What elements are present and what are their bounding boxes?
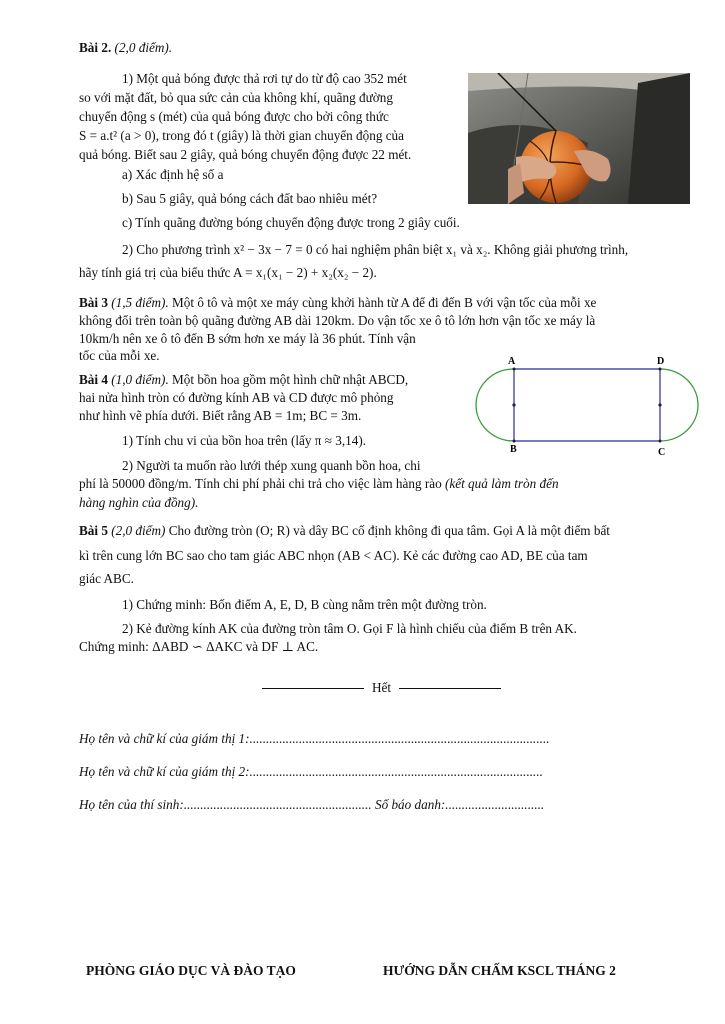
bai3-points: (1,5 điểm). — [111, 295, 169, 310]
center-cd — [658, 403, 661, 406]
bai5-text-1: Cho đường tròn (O; R) và dây BC cố định không đi qua tâm. Gọi A là một điểm bất — [168, 523, 610, 538]
footer-left: PHÒNG GIÁO DỤC VÀ ĐÀO TẠO — [86, 963, 296, 978]
bai5-points: (2,0 điểm) — [111, 523, 166, 538]
end-line-left — [262, 688, 364, 689]
bai2-question-c: c) Tính quãng đường bóng chuyển động được trong 2 giây cuối. — [122, 215, 460, 230]
bai3-line3: 10km/h nên xe ô tô đến B sớm hơn xe máy là 36 phút. Tính vận — [79, 331, 416, 346]
bai2-p1-line5: quả bóng. Biết sau 2 giây, quả bóng chuyển động được 22 mét. — [79, 147, 412, 162]
bai4-q2-note: (kết quả làm tròn đến — [445, 476, 559, 491]
bai2-question-b: b) Sau 5 giây, quả bóng cách đất bao nhiêu mét? — [122, 191, 378, 206]
label-b: B — [510, 444, 517, 455]
bai4-q2-text: phí là 50000 đồng/m. Tính chi phí phải chi trả cho việc làm hàng rào — [79, 476, 442, 491]
bai4-text-1: Một bồn hoa gồm một hình chữ nhật ABCD, — [172, 372, 409, 387]
bai4-points: (1,0 điểm). — [111, 372, 169, 387]
label-d: D — [657, 356, 665, 367]
bai2-p2-line2: hãy tính giá trị của biểu thức A = x₁(x₁ − 2) + x₂(x₂ − 2). — [79, 265, 377, 280]
basketball-photo-svg — [468, 73, 690, 204]
bai2-p1-line2: so với mặt đất, bỏ qua sức cản của không khí, quãng đường — [79, 90, 393, 105]
bai2-heading — [79, 38, 172, 57]
bai2-p1-line4: S = a.t² (a > 0), trong đó t (giây) là thời gian chuyển động của — [79, 128, 405, 143]
bai4-title: Bài 4 — [79, 372, 108, 387]
end-text: Hết — [372, 680, 392, 695]
bai2-p2-line1: 2) Cho phương trình x² − 3x − 7 = 0 có hai nghiệm phân biệt x₁ và x₂. Không giải phương trình, — [122, 242, 629, 257]
bai3-text-1: Một ô tô và một xe máy cùng khởi hành từ A để đi đến B với vận tốc của mỗi xe — [172, 295, 597, 310]
center-ab — [512, 403, 515, 406]
bai5-line3: giác ABC. — [79, 571, 134, 586]
bai3-line4: tốc của mỗi xe. — [79, 348, 160, 363]
candidate-line: Họ tên của thí sinh:......................................................... Số báo danh:.............................. — [79, 797, 545, 812]
invigilator-2-line: Họ tên và chữ kí của giám thị 2:......................................................................................... — [79, 764, 543, 779]
semicircle-ab — [476, 369, 514, 441]
basketball-photo — [468, 73, 690, 204]
bai2-question-a: a) Xác định hệ số a — [122, 167, 224, 182]
bai2-title: Bài 2. — [79, 40, 112, 55]
footer-right: HƯỚNG DẪN CHẤM KSCL THÁNG 2 — [383, 963, 616, 978]
bai3-title: Bài 3 — [79, 295, 108, 310]
bai3-line2: không đổi trên toàn bộ quãng đường AB dài 120km. Do vận tốc xe ô tô lớn hơn vận tốc xe máy là — [79, 313, 596, 328]
bai5-line2: kì trên cung lớn BC sao cho tam giác ABC nhọn (AB < AC). Kẻ các đường cao AD, BE của tam — [79, 548, 588, 563]
bai4-question-2-line3: hàng nghìn của đồng). — [79, 495, 199, 510]
bai3-line1 — [79, 293, 690, 312]
bai2-p1-line1: 1) Một quả bóng được thả rơi tự do từ độ cao 352 mét — [122, 71, 407, 86]
semicircle-cd — [660, 369, 698, 441]
end-line-right — [399, 688, 501, 689]
bai4-line3: như hình vẽ phía dưới. Biết rằng AB = 1m; BC = 3m. — [79, 408, 362, 423]
bai4-question-1: 1) Tính chu vi của bồn hoa trên (lấy π ≈ 3,14). — [122, 433, 367, 448]
bai2-points: (2,0 điểm). — [114, 40, 173, 55]
bai5-line1 — [79, 521, 690, 540]
bai2-p1-line3: chuyển động s (mét) của quả bóng được cho bởi công thức — [79, 109, 389, 124]
bai5-question-2-line2: Chứng minh: ΔABD ∽ ΔAKC và DF ⊥ AC. — [79, 639, 319, 654]
end-marker — [254, 678, 514, 697]
bai5-title: Bài 5 — [79, 523, 108, 538]
bai5-question-1: 1) Chứng minh: Bốn điểm A, E, D, B cùng nằm trên một đường tròn. — [122, 597, 487, 612]
bai4-question-2-line2 — [79, 474, 690, 493]
label-c: C — [658, 447, 666, 458]
bai4-line2: hai nửa hình tròn có đường kính AB và CD được mô phỏng — [79, 390, 394, 405]
flowerbed-svg — [468, 352, 704, 462]
bai5-question-2-line1: 2) Kẻ đường kính AK của đường tròn tâm O. Gọi F là hình chiếu của điểm B trên AK. — [122, 621, 577, 636]
label-a: A — [508, 356, 516, 367]
bai4-question-2-line1: 2) Người ta muốn rào lưới thép xung quanh bồn hoa, chi — [122, 458, 421, 473]
invigilator-1-line: Họ tên và chữ kí của giám thị 1:........................................................................................... — [79, 731, 550, 746]
flowerbed-figure — [468, 352, 704, 462]
bai4-line1 — [79, 370, 456, 389]
